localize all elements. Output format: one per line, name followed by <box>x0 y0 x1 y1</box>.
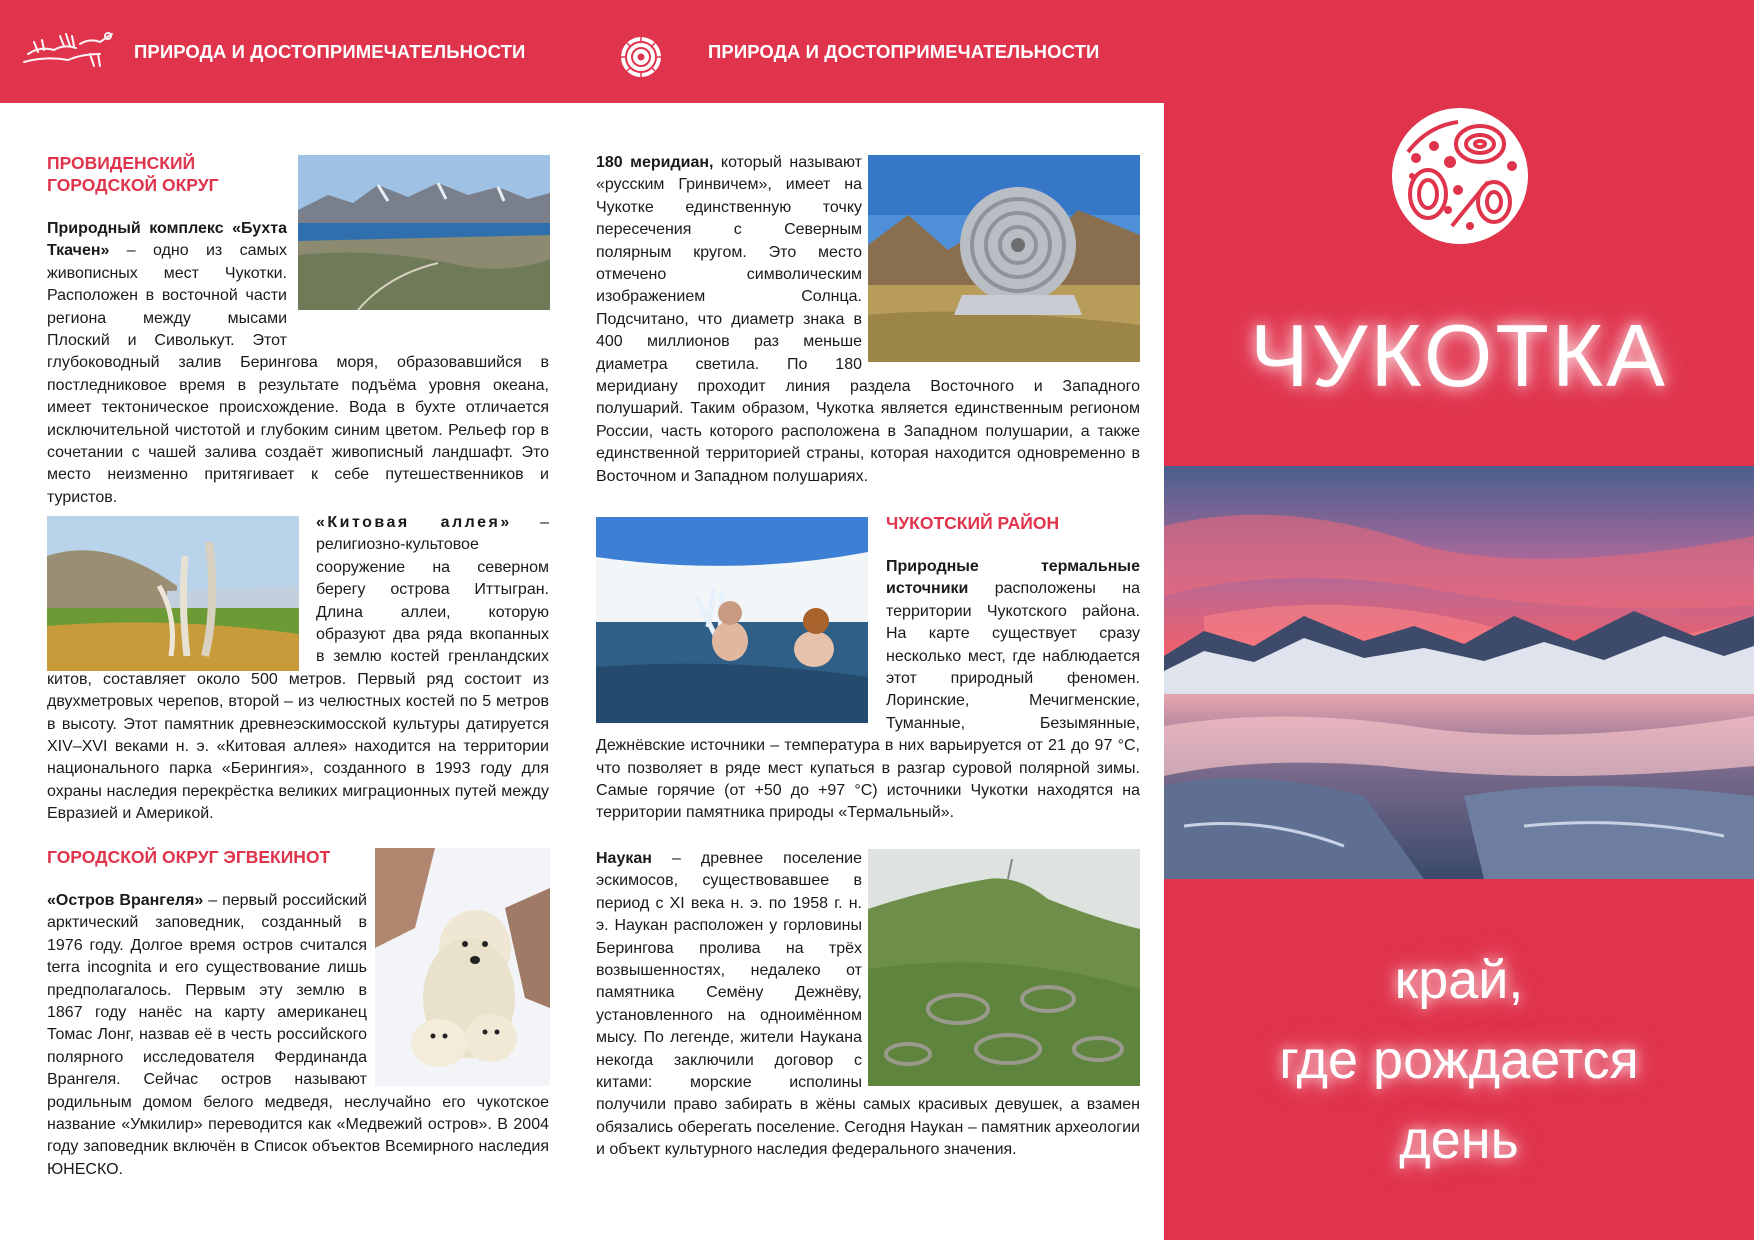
naukan-lead: Наукан <box>596 850 652 867</box>
sunset-ice-photo <box>1164 466 1754 879</box>
tagline-line-1: край, <box>1394 950 1524 1010</box>
tagline-line-2: где рождается <box>1279 1030 1639 1090</box>
naukan-section <box>596 848 1140 1162</box>
provideniya-title: ПРОВИДЕНСКИЙ ГОРОДСКОЙ ОКРУГ <box>47 153 219 195</box>
egvekinot-title: ГОРОДСКОЙ ОКРУГ ЭГВЕКИНОТ <box>47 847 331 867</box>
whale-alley-body: – религиозно-культовое сооружение на северном берегу острова Иттыгран. Длина аллеи, которую образуют два ряда вкопанных в землю костей гренландских китов, составляет около 500 метров. Первый ряд состоит из двухметровых черепов, второй – из челюстных костей по 5 метров в высоту. Этот памятник древнеэскимосской культуры датируется XIV–XVI веками н. э. «Китовая аллея» находится на территории национального парка «Берингия», созданного в 1993 году для охраны наследия перекрёстка великих миграционных путей между Евразией и Америкой. <box>47 514 549 823</box>
chukotsky-body: расположены на территории Чукотского района. На карте существует сразу несколько мест, где наблюдается этот природный феномен. Лоринские, Мечигменские, Туманные, Безымянные, Дежнёвские источники – температура в них варьируется от 21 до 97 °С, что позволяет в ряде мест купаться в разгар суровой полярной зимы. Самые горячие (от +50 до +97 °С) источники Чукотки находятся на территории памятника природы «Термальный». <box>596 580 1140 822</box>
sun-emblem-icon <box>617 33 665 81</box>
provideniya-body: – одно из самых живописных мест Чукотки. Расположен в восточной части региона между мысами Плоский и Сиволькут. Этот глубоководный залив Берингова моря, образовавшийся в постледниковое время в результате подъёма уровня океана, имеет тектоническое происхождение. Вода в бухте отличается исключительной чистотой и глубоким синим цветом. Рельеф гор в сочетании с чашей залива создаёт живописный ландшафт. Это место неизменно притягивает к себе путешественников и туристов. <box>47 242 549 506</box>
header-title-left: ПРИРОДА И ДОСТОПРИМЕЧАТЕЛЬНОСТИ <box>134 41 526 62</box>
egvekinot-body: – первый российский арктический заповедник, созданный в 1976 году. Долгое время остров считался terra incognita и его существование лишь предполагалось. Первым эту землю в 1867 году нанёс на карту американец Томас Лонг, назвав её в честь российского полярного исследователя Фердинанда Врангеля. Сейчас остров называют родильным домом белого медведя, неслучайно его чукотское название «Умкилир» переводится как «Медвежий остров». В 2004 году заповедник включён в Список объектов Всемирного наследия ЮНЕСКО. <box>47 892 549 1178</box>
whale-alley-lead: «Китовая аллея» <box>316 514 512 531</box>
meridian-section <box>596 152 1140 488</box>
meridian-body: который называют «русским Гринвичем», имеет на Чукотке единственную точку пересечения с Северным полярным кругом. Это место отмечено символическим изображением Солнца. Подсчитано, что диаметр знака в 400 миллионов раз меньше диаметра светила. По 180 меридиану проходит линия раздела Восточного и Западного полушарий. Таким образом, Чукотка является единственным регионом России, часть которого расположена в Западном полушарии, а также единственной территорией страны, которая находится одновременно в Восточном и Западном полушариях. <box>596 154 1140 485</box>
naukan-body: – древнее поселение эскимосов, существовавшее в период с XI века н. э. по 1958 г. н. э. Наукан расположен у горловины Берингова пролива на трёх возвышенностях, недалеко от памятника Семёну Дежнёву, установленного на одноимённом мысу. По легенде, жители Наукана некогда заключили договор с китами: морские исполины получили право забирать в жёны самых красивых девушек, а взамен обязались оберегать поселение. Сегодня Наукан – памятник археологии и объект культурного наследия федерального значения. <box>596 850 1140 1159</box>
chukotsky-lead: Природные термальные источники <box>886 558 1140 598</box>
egvekinot-section <box>47 846 549 1181</box>
provideniya-lead: Природный комплекс «Бухта Ткачен» <box>47 220 287 260</box>
chukotka-ornament-ball-icon <box>1388 106 1532 246</box>
tagline-line-3: день <box>1399 1110 1519 1170</box>
meridian-lead: 180 меридиан, <box>596 154 714 171</box>
provideniya-section <box>47 152 549 509</box>
petroglyph-logo-icon <box>20 24 120 74</box>
cover-title: ЧУКОТКА <box>1250 306 1668 405</box>
header-band <box>0 0 1164 103</box>
cover-tagline <box>1165 940 1753 1180</box>
egvekinot-lead: «Остров Врангеля» <box>47 892 204 909</box>
header-title-right: ПРИРОДА И ДОСТОПРИМЕЧАТЕЛЬНОСТИ <box>708 41 1100 62</box>
chukotsky-title: ЧУКОТСКИЙ РАЙОН <box>886 513 1060 533</box>
chukotsky-section <box>596 512 1140 825</box>
whale-alley-section <box>47 512 549 826</box>
